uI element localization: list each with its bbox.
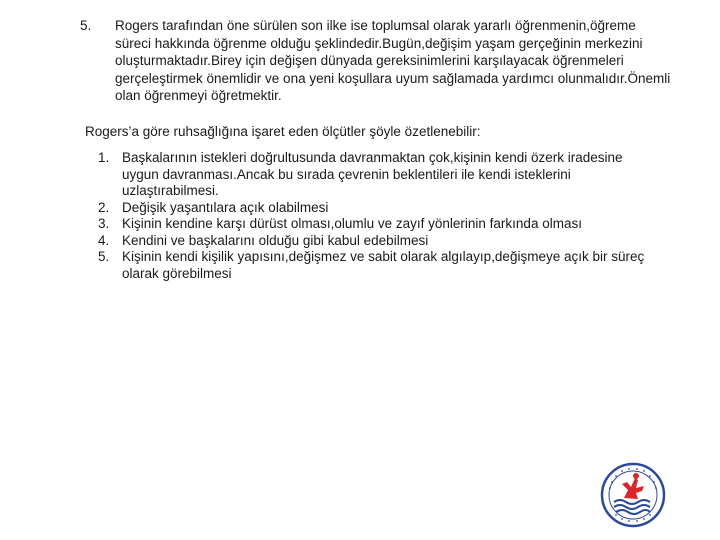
- list-item-text: Başkalarının istekleri doğrultusunda davranmaktan çok,kişinin kendi özerk iradesine uygun davranması.Ancak bu sırada çevrenin beklentileri ile kendi isteklerini uzlaştırabilmesi.: [122, 150, 623, 198]
- university-seal-icon: [600, 462, 666, 528]
- list-item-number: 1.: [98, 150, 110, 165]
- list-item-text: Kendini ve başkalarını olduğu gibi kabul edebilmesi: [122, 232, 429, 248]
- list-item-number: 3.: [98, 216, 110, 231]
- list-item: [98, 150, 658, 200]
- list-item-number: 2.: [98, 199, 110, 215]
- list-item-text: Kişinin kendi kişilik yapısını,değişmez ve sabit olarak algılayıp,değişmeye açık bir süreç olarak görebilmesi: [122, 249, 645, 281]
- criteria-intro: Rogers’a göre ruhsağlığına işaret eden ölçütler şöyle özetlenebilir:: [85, 124, 481, 139]
- list-item: [98, 233, 658, 250]
- list-item-text: Değişik yaşantılara açık olabilmesi: [122, 199, 329, 215]
- list-item: [98, 249, 658, 282]
- list-item: [98, 200, 658, 217]
- item-paragraph: Rogers tarafından öne sürülen son ilke ise toplumsal olarak yararlı öğrenmenin,öğreme süreci hakkında öğrenme olduğu şeklindedir.Bugün,değişim yaşam gerçeğinin merkezini oluşturmaktadır.Birey için değişen dünyada gereksinimlerini karşılayacak öğrenmeleri gerçeleştirmek önemlidir ve ona yeni koşullara uyum sağlamada yardımcı olunmalıdır.Önemli olan öğrenmeyi öğretmektir.: [115, 18, 671, 103]
- list-item-number: 5.: [98, 249, 110, 264]
- criteria-list: [98, 150, 658, 282]
- list-item-text: Kişinin kendine karşı dürüst olması,olumlu ve zayıf yönlerinin farkında olması: [122, 216, 582, 231]
- list-item-number: 4.: [98, 232, 110, 248]
- item-number: 5.: [80, 18, 92, 33]
- list-item: [98, 216, 658, 233]
